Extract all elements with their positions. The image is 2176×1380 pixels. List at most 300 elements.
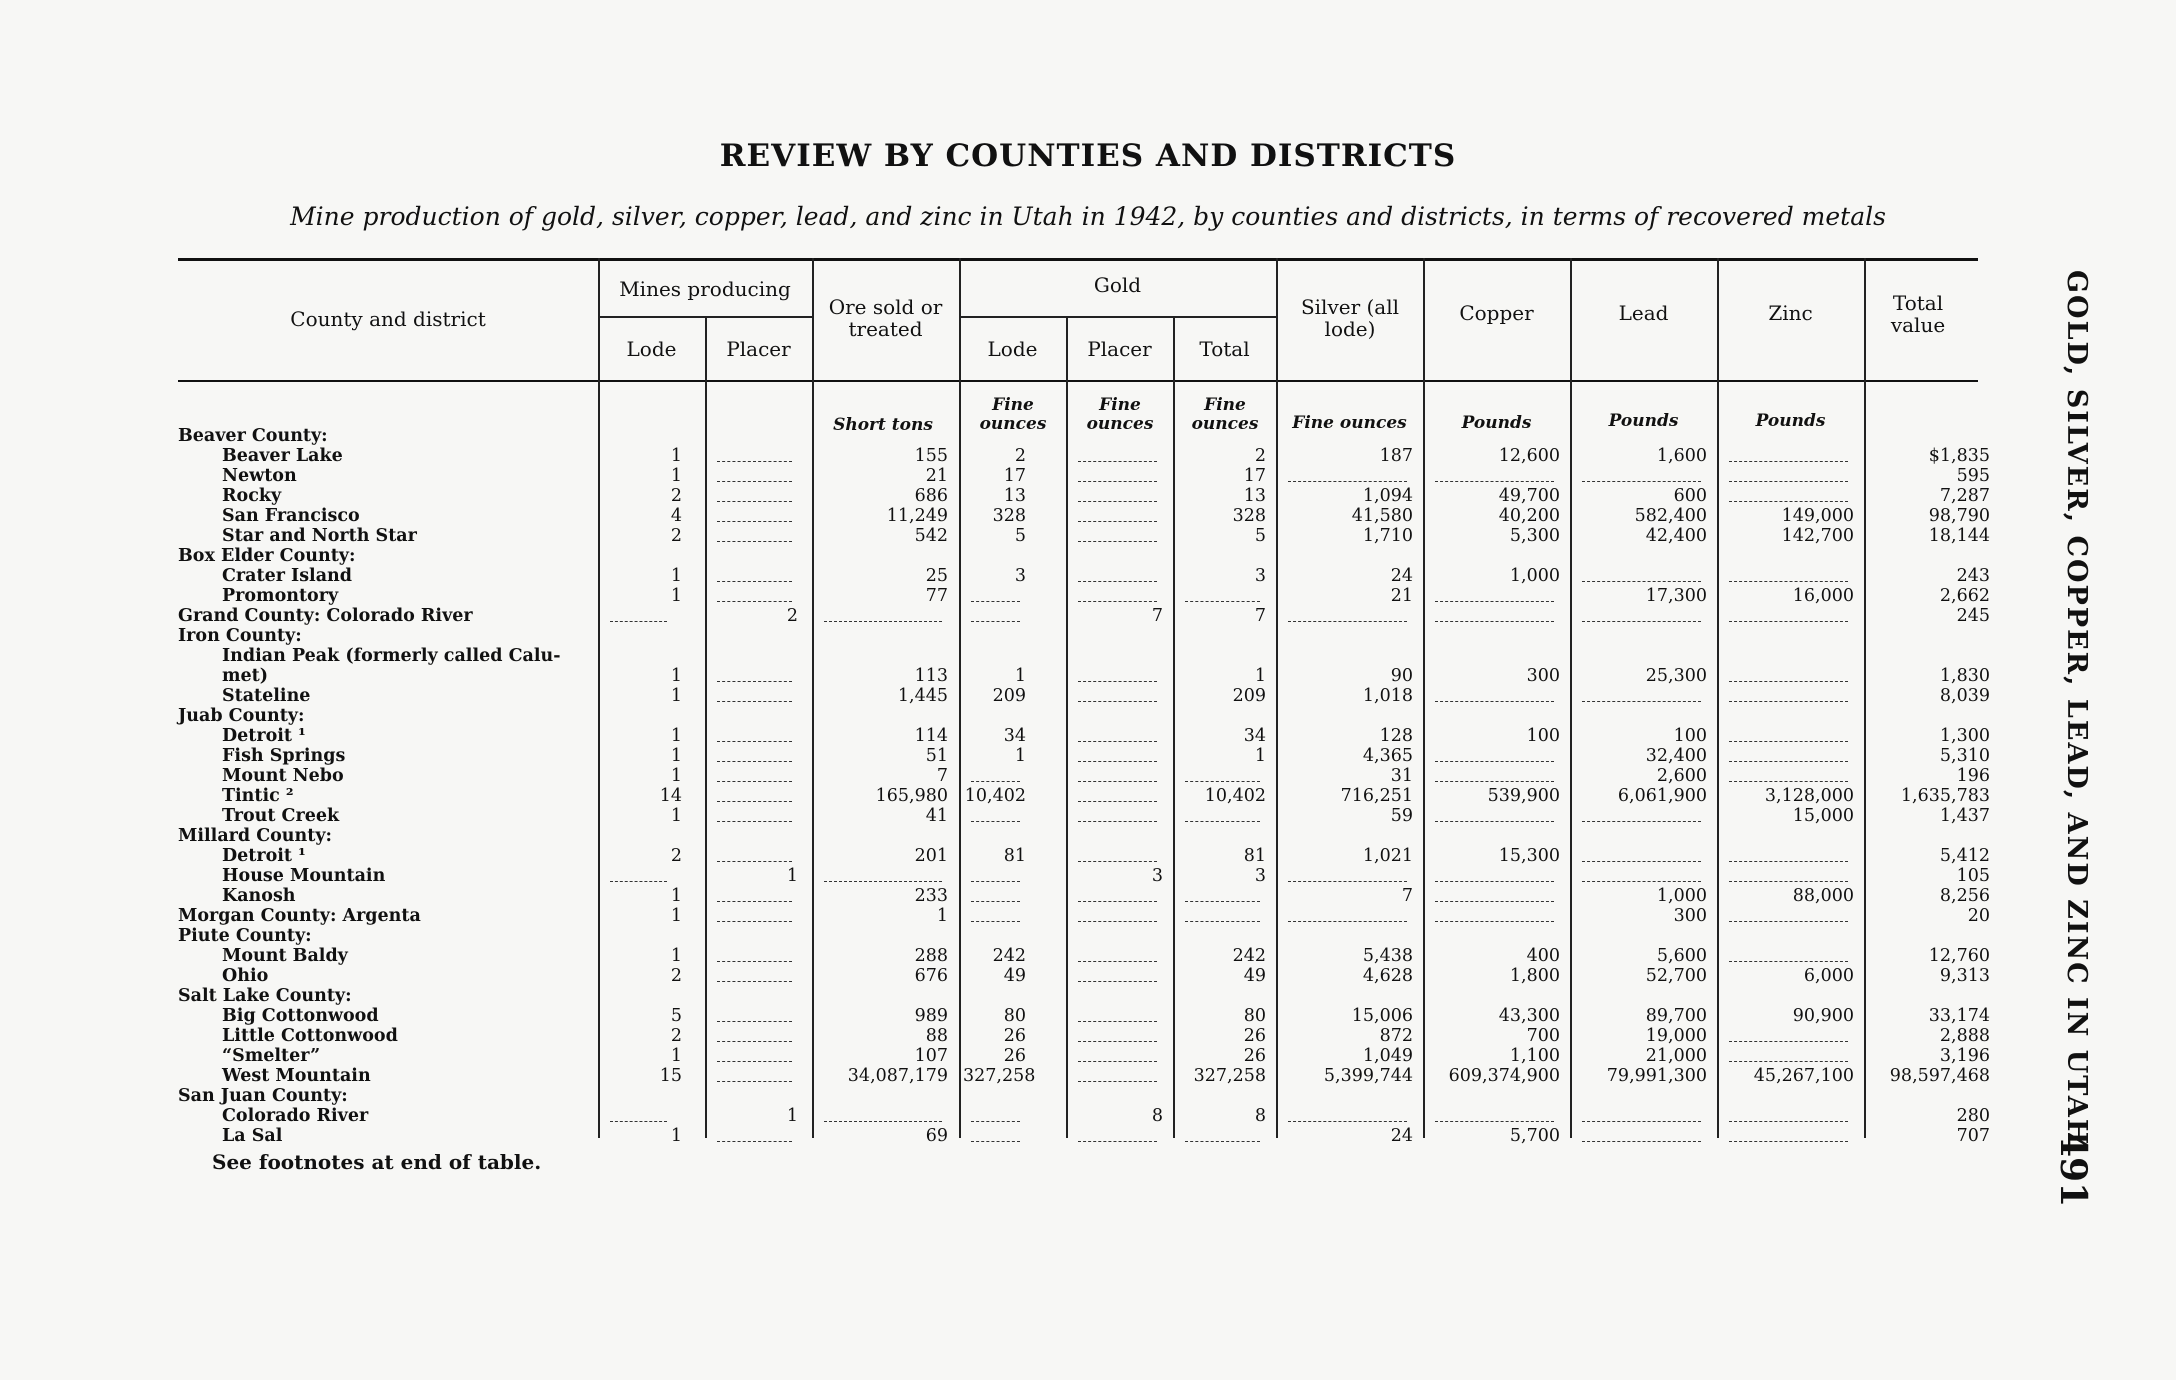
cell-total-value: 243: [1956, 566, 1990, 586]
cell-mines-placer: [709, 646, 798, 666]
row-label: Millard County:: [178, 826, 332, 846]
row-label: Colorado River: [222, 1106, 369, 1126]
unit-copper: Pounds: [1461, 413, 1532, 433]
empty-cell-leader: [1288, 921, 1407, 922]
cell-gold-lode: 17: [1003, 466, 1026, 486]
cell-lead: 1,600: [1656, 446, 1707, 466]
empty-cell-leader: [1185, 901, 1260, 902]
row-label: met): [222, 666, 269, 686]
cell-total-value: [1868, 546, 1990, 566]
cell-ore-sold: 113: [914, 666, 948, 686]
cell-copper: [1427, 426, 1560, 446]
row-label: Trout Creek: [222, 806, 340, 826]
cell-zinc: [1721, 1106, 1854, 1126]
cell-lead: [1574, 926, 1707, 946]
district-row: [178, 686, 1990, 706]
cell-mines-lode: 2: [670, 526, 682, 546]
page-number: 491: [2052, 1132, 2094, 1208]
table-top-rule: [178, 258, 1978, 261]
cell-copper: [1427, 886, 1560, 906]
cell-gold-placer: [1070, 886, 1163, 906]
cell-zinc: [1721, 846, 1854, 866]
cell-total-value: 33,174: [1928, 1006, 1990, 1026]
empty-cell-leader: [717, 681, 792, 682]
cell-zinc: 15,000: [1792, 806, 1854, 826]
cell-mines-placer: [709, 1086, 798, 1106]
unit-gold-lode: Fine ounces: [979, 395, 1047, 434]
empty-cell-leader: [1582, 581, 1701, 582]
row-label: Beaver Lake: [222, 446, 343, 466]
cell-total-value: 8,256: [1939, 886, 1990, 906]
cell-total-value: 12,760: [1928, 946, 1990, 966]
cell-ore-sold: 542: [914, 526, 948, 546]
cell-gold-total: 7: [1254, 606, 1266, 626]
row-label: Mount Baldy: [222, 946, 348, 966]
empty-cell-leader: [1185, 921, 1260, 922]
cell-gold-placer: [1070, 586, 1163, 606]
cell-ore-sold: 155: [914, 446, 948, 466]
cell-mines-lode: 1: [670, 1126, 682, 1146]
cell-silver: [1280, 986, 1413, 1006]
cell-zinc: [1721, 906, 1854, 926]
county-row: [178, 906, 1990, 926]
cell-lead: [1574, 466, 1707, 486]
empty-cell-leader: [1729, 701, 1848, 702]
cell-mines-placer: [709, 666, 798, 686]
cell-total-value: [1868, 646, 1990, 666]
cell-ore-sold: 107: [914, 1046, 948, 1066]
cell-mines-placer: [709, 686, 798, 706]
cell-total-value: 5,310: [1939, 746, 1990, 766]
cell-copper: 400: [1526, 946, 1560, 966]
cell-lead: 6,061,900: [1617, 786, 1707, 806]
cell-copper: [1427, 766, 1560, 786]
cell-lead: [1574, 646, 1707, 666]
cell-copper: [1427, 866, 1560, 886]
cell-silver: [1280, 866, 1413, 886]
district-row: [178, 886, 1990, 906]
empty-cell-leader: [1729, 481, 1848, 482]
empty-cell-leader: [824, 881, 942, 882]
cell-gold-placer: [1070, 726, 1163, 746]
county-row: [178, 706, 1978, 726]
cell-gold-total: [1177, 626, 1266, 646]
cell-ore-sold: [816, 426, 948, 446]
empty-cell-leader: [610, 881, 667, 882]
header-gold-total: Total: [1199, 337, 1250, 361]
cell-copper: [1427, 806, 1560, 826]
cell-ore-sold: 51: [925, 746, 948, 766]
cell-gold-placer: [1070, 1066, 1163, 1086]
cell-lead: 42,400: [1645, 526, 1707, 546]
cell-gold-total: 1: [1254, 666, 1266, 686]
empty-cell-leader: [1729, 581, 1848, 582]
district-row: [178, 646, 1978, 666]
cell-gold-total: 26: [1243, 1026, 1266, 1046]
cell-mines-placer: [709, 626, 798, 646]
cell-copper: [1427, 466, 1560, 486]
cell-gold-placer: [1070, 526, 1163, 546]
district-row: [178, 566, 1990, 586]
cell-zinc: [1721, 626, 1854, 646]
cell-zinc: [1721, 706, 1854, 726]
cell-gold-total: [1177, 886, 1266, 906]
cell-mines-placer: [709, 1026, 798, 1046]
cell-silver: 31: [1390, 766, 1413, 786]
empty-cell-leader: [1729, 1141, 1848, 1142]
empty-cell-leader: [1729, 921, 1848, 922]
cell-gold-total: 26: [1243, 1046, 1266, 1066]
cell-silver: 716,251: [1340, 786, 1413, 806]
cell-silver: 872: [1379, 1026, 1413, 1046]
cell-total-value: 280: [1956, 1106, 1990, 1126]
row-label: Newton: [222, 466, 297, 486]
empty-cell-leader: [1078, 821, 1157, 822]
cell-gold-lode: [963, 826, 1026, 846]
empty-cell-leader: [1288, 881, 1407, 882]
empty-cell-leader: [971, 921, 1020, 922]
cell-zinc: [1721, 746, 1854, 766]
cell-copper: 1,800: [1509, 966, 1560, 986]
cell-lead: 100: [1673, 726, 1707, 746]
district-row: [178, 1106, 1990, 1126]
cell-gold-lode: [963, 646, 1026, 666]
row-label: West Mountain: [222, 1066, 371, 1086]
cell-zinc: [1721, 666, 1854, 686]
cell-gold-total: 80: [1243, 1006, 1266, 1026]
cell-mines-placer: [709, 1006, 798, 1026]
cell-mines-lode: [602, 426, 682, 446]
empty-cell-leader: [717, 1021, 792, 1022]
cell-copper: 12,600: [1498, 446, 1560, 466]
cell-mines-placer: [709, 546, 798, 566]
cell-total-value: 3,196: [1939, 1046, 1990, 1066]
cell-gold-placer: [1070, 466, 1163, 486]
cell-copper: [1427, 1086, 1560, 1106]
cell-zinc: [1721, 766, 1854, 786]
empty-cell-leader: [1729, 1041, 1848, 1042]
cell-silver: 1,018: [1362, 686, 1413, 706]
header-gold: Gold: [1093, 273, 1142, 297]
cell-mines-lode: 1: [670, 886, 682, 906]
cell-silver: 24: [1390, 1126, 1413, 1146]
cell-ore-sold: 676: [914, 966, 948, 986]
cell-silver: 7: [1401, 886, 1413, 906]
empty-cell-leader: [1729, 501, 1848, 502]
cell-gold-lode: [963, 606, 1026, 626]
empty-cell-leader: [1078, 761, 1157, 762]
cell-mines-lode: 2: [670, 486, 682, 506]
empty-cell-leader: [1435, 761, 1554, 762]
cell-lead: 300: [1673, 906, 1707, 926]
cell-gold-total: 8: [1254, 1106, 1266, 1126]
cell-ore-sold: [816, 866, 948, 886]
row-label: Beaver County:: [178, 426, 328, 446]
county-row: [178, 926, 1978, 946]
row-label: La Sal: [222, 1126, 283, 1146]
cell-gold-placer: [1070, 786, 1163, 806]
cell-total-value: [1868, 426, 1990, 446]
cell-total-value: 98,790: [1928, 506, 1990, 526]
cell-zinc: 149,000: [1781, 506, 1854, 526]
unit-silver: Fine ounces: [1292, 413, 1407, 433]
cell-gold-lode: 26: [1003, 1026, 1026, 1046]
cell-copper: 40,200: [1498, 506, 1560, 526]
cell-gold-total: 3: [1254, 866, 1266, 886]
district-row: [178, 1026, 1990, 1046]
cell-gold-lode: 1: [1014, 666, 1026, 686]
cell-silver: 41,580: [1351, 506, 1413, 526]
row-label: Star and North Star: [222, 526, 417, 546]
empty-cell-leader: [1582, 701, 1701, 702]
cell-gold-placer: [1070, 626, 1163, 646]
cell-lead: 17,300: [1645, 586, 1707, 606]
cell-mines-placer: [709, 786, 798, 806]
cell-ore-sold: 88: [925, 1026, 948, 1046]
row-label: Grand County: Colorado River: [178, 606, 473, 626]
cell-gold-total: 34: [1243, 726, 1266, 746]
cell-lead: [1574, 546, 1707, 566]
cell-gold-placer: [1070, 426, 1163, 446]
cell-ore-sold: 11,249: [886, 506, 948, 526]
cell-copper: 609,374,900: [1448, 1066, 1560, 1086]
cell-gold-placer: [1070, 806, 1163, 826]
cell-total-value: [1868, 926, 1990, 946]
row-label: Indian Peak (formerly called Calu-: [222, 646, 561, 666]
cell-lead: 19,000: [1645, 1026, 1707, 1046]
cell-mines-lode: 1: [670, 466, 682, 486]
cell-zinc: 6,000: [1803, 966, 1854, 986]
header-total-value: Total value: [1890, 291, 1946, 337]
cell-mines-placer: [709, 986, 798, 1006]
empty-cell-leader: [1185, 1141, 1260, 1142]
cell-lead: [1574, 686, 1707, 706]
cell-gold-total: 10,402: [1204, 786, 1266, 806]
cell-copper: 300: [1526, 666, 1560, 686]
empty-cell-leader: [717, 741, 792, 742]
empty-cell-leader: [717, 781, 792, 782]
row-label: Promontory: [222, 586, 339, 606]
cell-total-value: [1868, 1086, 1990, 1106]
cell-lead: 582,400: [1634, 506, 1707, 526]
cell-mines-placer: [709, 706, 798, 726]
empty-cell-leader: [1078, 601, 1157, 602]
empty-cell-leader: [1435, 1121, 1554, 1122]
cell-ore-sold: [816, 706, 948, 726]
row-label: Mount Nebo: [222, 766, 344, 786]
cell-gold-placer: [1070, 666, 1163, 686]
cell-gold-placer: [1070, 1086, 1163, 1106]
empty-cell-leader: [1729, 681, 1848, 682]
cell-gold-total: [1177, 706, 1266, 726]
cell-gold-total: 5: [1254, 526, 1266, 546]
cell-copper: 43,300: [1498, 1006, 1560, 1026]
cell-total-value: 1,635,783: [1900, 786, 1990, 806]
cell-mines-lode: 4: [670, 506, 682, 526]
cell-total-value: 1,300: [1939, 726, 1990, 746]
empty-cell-leader: [717, 761, 792, 762]
cell-gold-lode: [963, 886, 1026, 906]
county-row: [178, 426, 1978, 446]
empty-cell-leader: [610, 1121, 667, 1122]
empty-cell-leader: [1078, 701, 1157, 702]
cell-gold-placer: 7: [1151, 606, 1163, 626]
empty-cell-leader: [1078, 541, 1157, 542]
empty-cell-leader: [971, 601, 1020, 602]
empty-cell-leader: [1288, 621, 1407, 622]
cell-copper: [1427, 586, 1560, 606]
cell-ore-sold: 41: [925, 806, 948, 826]
cell-silver: 128: [1379, 726, 1413, 746]
cell-silver: 4,365: [1362, 746, 1413, 766]
cell-gold-lode: [963, 426, 1026, 446]
row-label: Morgan County: Argenta: [178, 906, 421, 926]
cell-ore-sold: [816, 606, 948, 626]
empty-cell-leader: [1729, 741, 1848, 742]
cell-gold-placer: [1070, 1126, 1163, 1146]
unit-gold-placer: Fine ounces: [1086, 395, 1154, 434]
header-zinc: Zinc: [1768, 301, 1813, 325]
row-label: Iron County:: [178, 626, 302, 646]
cell-lead: 21,000: [1645, 1046, 1707, 1066]
cell-ore-sold: [816, 1086, 948, 1106]
cell-zinc: [1721, 826, 1854, 846]
cell-copper: 1,000: [1509, 566, 1560, 586]
cell-total-value: 105: [1956, 866, 1990, 886]
district-row: [178, 466, 1990, 486]
cell-total-value: 2,888: [1939, 1026, 1990, 1046]
cell-mines-placer: 1: [786, 866, 798, 886]
cell-zinc: [1721, 986, 1854, 1006]
empty-cell-leader: [1078, 681, 1157, 682]
empty-cell-leader: [1729, 881, 1848, 882]
cell-gold-placer: [1070, 546, 1163, 566]
cell-zinc: [1721, 1046, 1854, 1066]
cell-mines-placer: [709, 826, 798, 846]
cell-mines-placer: [709, 946, 798, 966]
unit-gold-total: Fine ounces: [1191, 395, 1259, 434]
empty-cell-leader: [1729, 461, 1848, 462]
county-row: [178, 1086, 1978, 1106]
cell-copper: [1427, 606, 1560, 626]
row-label: Detroit ¹: [222, 846, 306, 866]
cell-gold-lode: 2: [1014, 446, 1026, 466]
cell-lead: 79,991,300: [1606, 1066, 1707, 1086]
cell-gold-total: 209: [1232, 686, 1266, 706]
cell-zinc: 16,000: [1792, 586, 1854, 606]
cell-gold-lode: [963, 926, 1026, 946]
empty-cell-leader: [717, 541, 792, 542]
cell-mines-lode: [602, 1106, 682, 1126]
cell-lead: [1574, 1086, 1707, 1106]
row-label: Tintic ²: [222, 786, 294, 806]
cell-lead: [1574, 606, 1707, 626]
cell-ore-sold: 288: [914, 946, 948, 966]
empty-cell-leader: [1729, 621, 1848, 622]
cell-silver: 4,628: [1362, 966, 1413, 986]
cell-gold-lode: 328: [992, 506, 1026, 526]
cell-mines-placer: [709, 906, 798, 926]
row-label: San Juan County:: [178, 1086, 348, 1106]
empty-cell-leader: [1078, 921, 1157, 922]
row-label: Fish Springs: [222, 746, 346, 766]
header-silver: Silver (all lode): [1300, 295, 1400, 341]
empty-cell-leader: [717, 461, 792, 462]
empty-cell-leader: [1729, 1061, 1848, 1062]
row-label: Ohio: [222, 966, 269, 986]
cell-silver: 1,710: [1362, 526, 1413, 546]
cell-gold-total: 2: [1254, 446, 1266, 466]
district-row: [178, 1066, 1990, 1086]
row-label: Detroit ¹: [222, 726, 306, 746]
unit-lead: Pounds: [1608, 411, 1679, 431]
cell-zinc: 142,700: [1781, 526, 1854, 546]
cell-silver: 5,399,744: [1323, 1066, 1413, 1086]
cell-ore-sold: 25: [925, 566, 948, 586]
cell-copper: [1427, 986, 1560, 1006]
empty-cell-leader: [1185, 781, 1260, 782]
page-title: REVIEW BY COUNTIES AND DISTRICTS: [719, 138, 1457, 174]
cell-mines-placer: [709, 1066, 798, 1086]
empty-cell-leader: [1078, 1081, 1157, 1082]
empty-cell-leader: [1078, 781, 1157, 782]
empty-cell-leader: [1288, 481, 1407, 482]
cell-silver: [1280, 426, 1413, 446]
cell-mines-lode: 1: [670, 726, 682, 746]
district-row: [178, 486, 1990, 506]
cell-gold-lode: 26: [1003, 1046, 1026, 1066]
cell-copper: [1427, 906, 1560, 926]
empty-cell-leader: [717, 601, 792, 602]
row-label: Rocky: [222, 486, 282, 506]
empty-cell-leader: [971, 781, 1020, 782]
row-label: Big Cottonwood: [222, 1006, 379, 1026]
empty-cell-leader: [1729, 1121, 1848, 1122]
empty-cell-leader: [971, 621, 1020, 622]
empty-cell-leader: [717, 501, 792, 502]
district-row: [178, 966, 1990, 986]
cell-gold-lode: [963, 986, 1026, 1006]
cell-gold-total: 3: [1254, 566, 1266, 586]
cell-zinc: [1721, 646, 1854, 666]
cell-mines-placer: [709, 726, 798, 746]
cell-ore-sold: 201: [914, 846, 948, 866]
cell-gold-total: 242: [1232, 946, 1266, 966]
cell-gold-placer: [1070, 506, 1163, 526]
cell-gold-placer: [1070, 1026, 1163, 1046]
cell-gold-total: [1177, 586, 1266, 606]
district-row: [178, 946, 1990, 966]
cell-gold-total: 327,258: [1193, 1066, 1266, 1086]
cell-zinc: [1721, 486, 1854, 506]
county-row: [178, 546, 1978, 566]
cell-silver: 1,049: [1362, 1046, 1413, 1066]
cell-gold-placer: [1070, 746, 1163, 766]
cell-lead: [1574, 626, 1707, 646]
cell-silver: [1280, 466, 1413, 486]
cell-lead: 5,600: [1656, 946, 1707, 966]
row-label: Piute County:: [178, 926, 312, 946]
cell-zinc: [1721, 546, 1854, 566]
cell-gold-placer: [1070, 986, 1163, 1006]
cell-mines-lode: [602, 546, 682, 566]
cell-ore-sold: [816, 826, 948, 846]
cell-ore-sold: 165,980: [875, 786, 948, 806]
row-label: Little Cottonwood: [222, 1026, 398, 1046]
cell-ore-sold: [816, 926, 948, 946]
cell-lead: [1574, 826, 1707, 846]
empty-cell-leader: [1582, 481, 1701, 482]
